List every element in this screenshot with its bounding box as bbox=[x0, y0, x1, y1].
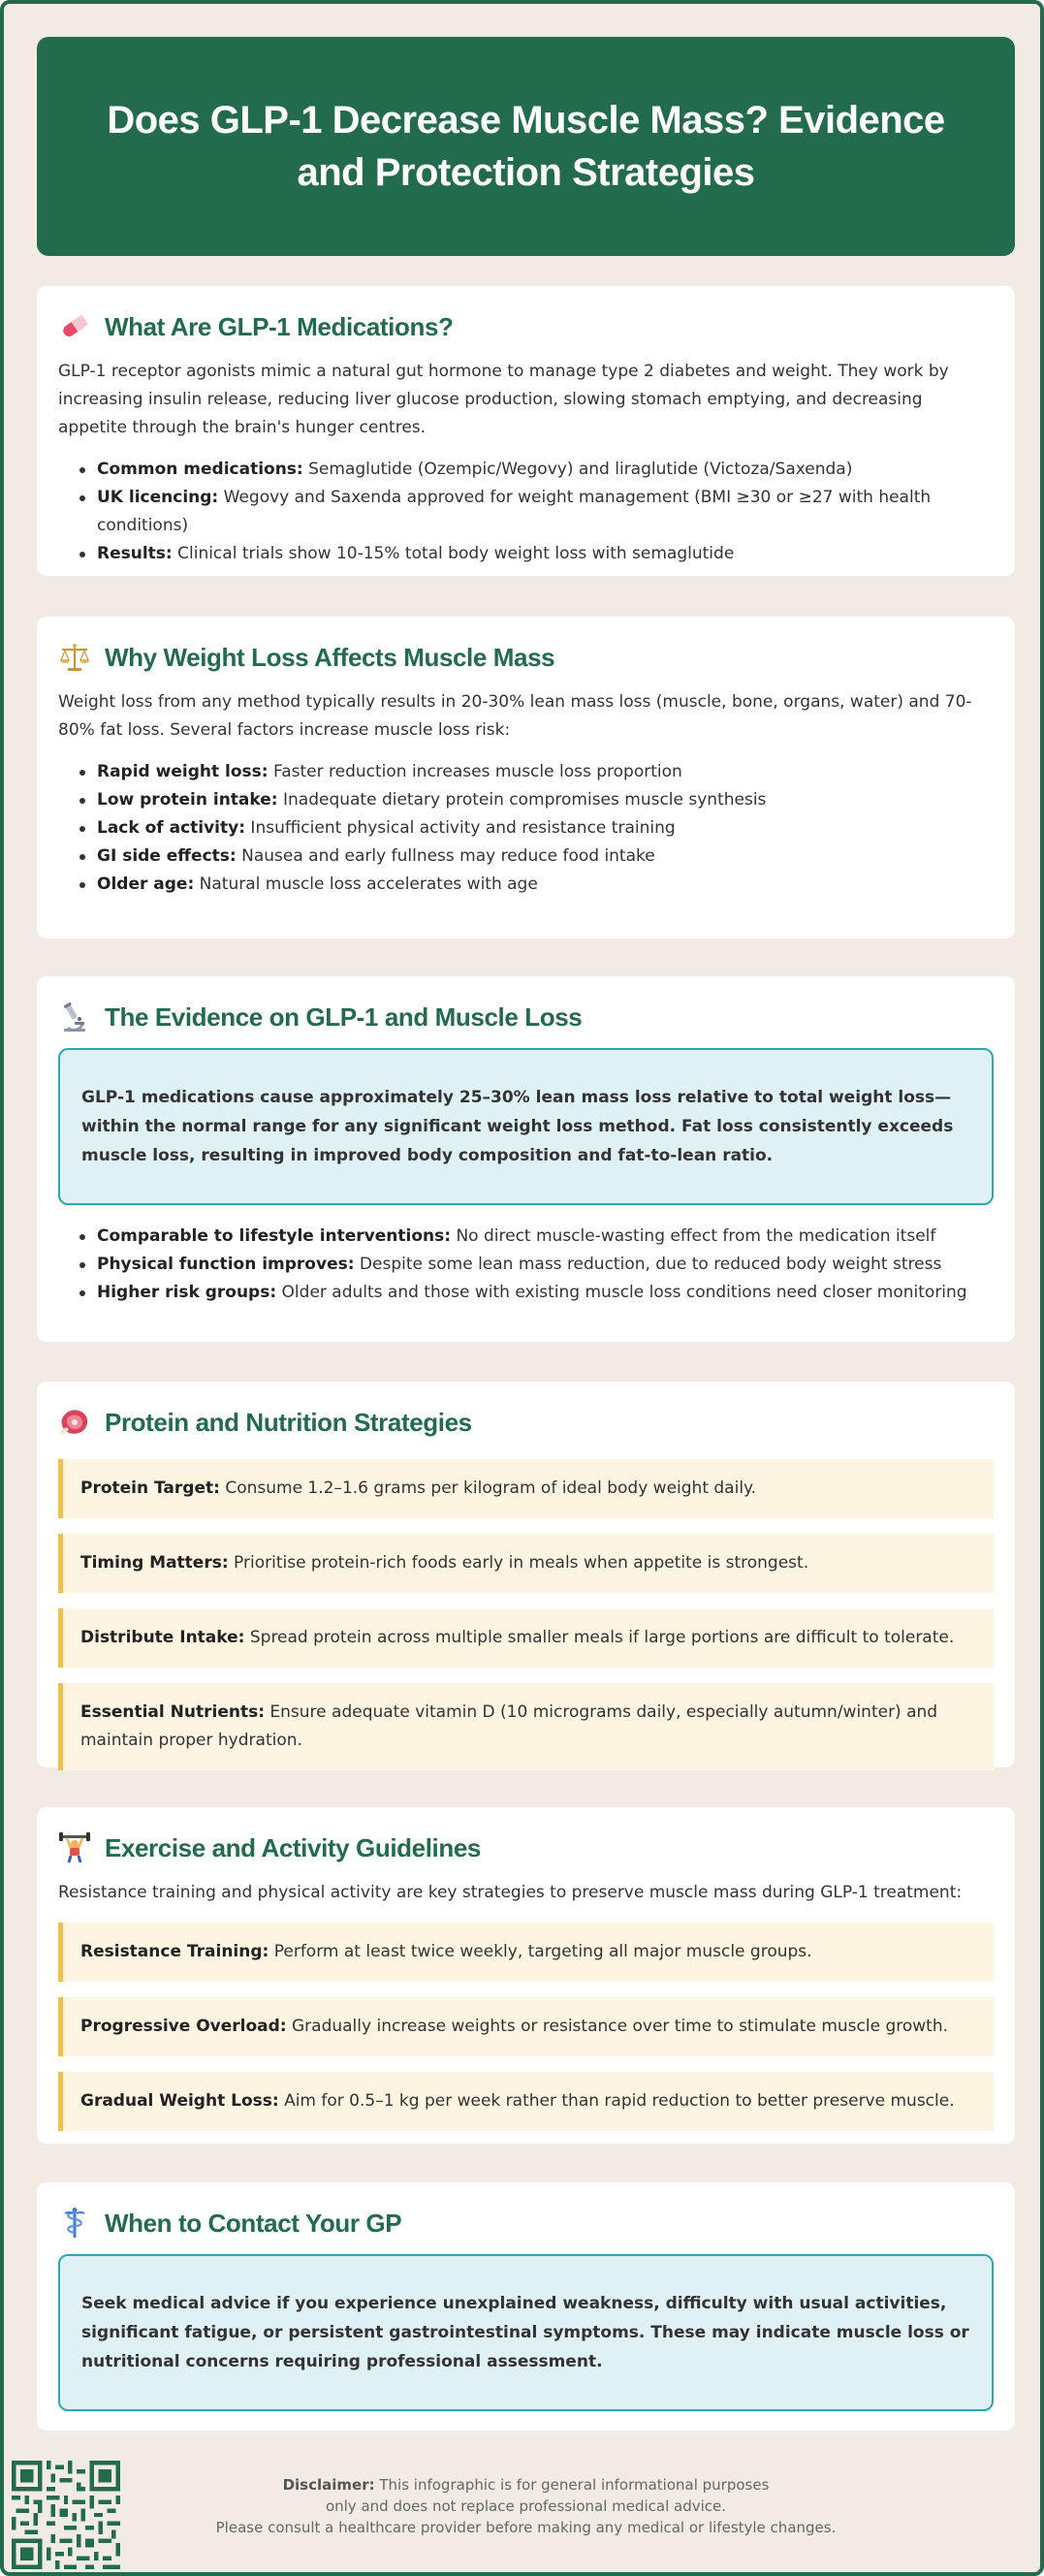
list-item: Low protein intake: Inadequate dietary protein compromises muscle synthesis bbox=[79, 786, 994, 814]
section-header bbox=[58, 636, 994, 679]
page-title: Does GLP-1 Decrease Muscle Mass? Evidence and Protection Strategies bbox=[107, 99, 945, 194]
gp-callout: Seek medical advice if you experience unexplained weakness, difficulty with usual activities, significant fatigue, or persistent gastrointestinal symptoms. These may indicate muscle loss or nutritional concerns requiring professional assessment. bbox=[58, 2254, 994, 2411]
list-item: Lack of activity: Insufficient physical activity and resistance training bbox=[79, 814, 994, 843]
section-header bbox=[58, 305, 994, 348]
balance-scale-icon bbox=[58, 641, 91, 674]
header-banner bbox=[37, 37, 1015, 256]
list-item: Older age: Natural muscle loss accelerates with age bbox=[79, 871, 994, 899]
list-item: Results: Clinical trials show 10-15% total body weight loss with semaglutide bbox=[79, 540, 994, 568]
section-header bbox=[58, 996, 994, 1038]
list-item: Higher risk groups: Older adults and those with existing muscle loss conditions need closer monitoring bbox=[79, 1279, 994, 1307]
meat-icon bbox=[58, 1406, 91, 1439]
section-header bbox=[58, 1401, 994, 1444]
section-title: The Evidence on GLP-1 and Muscle Loss bbox=[105, 1002, 583, 1032]
tip-box: Protein Target: Consume 1.2–1.6 grams per kilogram of ideal body weight daily. bbox=[58, 1459, 994, 1518]
section-header bbox=[58, 1827, 994, 1869]
evidence-callout: GLP-1 medications cause approximately 25–30% lean mass loss relative to total weight loss—within the normal range for any significant weight loss method. Fat loss consistently exceeds muscle loss, resulting in improved body composition and fat-to-lean ratio. bbox=[58, 1048, 994, 1205]
section-contact-gp bbox=[37, 2182, 1015, 2431]
section-intro: GLP-1 receptor agonists mimic a natural gut hormone to manage type 2 diabetes and weight. They work by increasing insulin release, reducing liver glucose production, slowing stomach emptying, and decreasing appetite through the brain's hunger centres. bbox=[58, 362, 949, 437]
tip-box: Distribute Intake: Spread protein across multiple smaller meals if large portions are difficult to tolerate. bbox=[58, 1608, 994, 1668]
section-exercise bbox=[37, 1807, 1015, 2144]
weightlifter-icon bbox=[58, 1831, 91, 1864]
section-evidence bbox=[37, 976, 1015, 1342]
section-title: Exercise and Activity Guidelines bbox=[105, 1832, 481, 1862]
section-why-weight-loss bbox=[37, 617, 1015, 938]
bullet-list bbox=[58, 758, 994, 899]
list-item: Comparable to lifestyle interventions: No direct muscle-wasting effect from the medication itself bbox=[79, 1223, 994, 1251]
pill-icon bbox=[58, 310, 91, 343]
list-item: UK licencing: Wegovy and Saxenda approved for weight management (BMI ≥30 or ≥27 with health conditions) bbox=[79, 484, 994, 540]
section-intro: Resistance training and physical activity are key strategies to preserve muscle mass during GLP-1 treatment: bbox=[58, 1883, 963, 1902]
tip-box: Gradual Weight Loss: Aim for 0.5–1 kg per week rather than rapid reduction to better preserve muscle. bbox=[58, 2072, 994, 2131]
section-title: When to Contact Your GP bbox=[105, 2208, 402, 2238]
medical-caduceus-icon bbox=[58, 2207, 91, 2240]
list-item: Rapid weight loss: Faster reduction increases muscle loss proportion bbox=[79, 758, 994, 786]
section-what-are-glp1 bbox=[37, 286, 1015, 576]
section-title: Protein and Nutrition Strategies bbox=[105, 1407, 472, 1437]
tip-box: Essential Nutrients: Ensure adequate vitamin D (10 micrograms daily, especially autumn/winter) and maintain proper hydration. bbox=[58, 1683, 994, 1770]
section-protein-nutrition bbox=[37, 1382, 1015, 1767]
bullet-list bbox=[58, 1223, 994, 1307]
bullet-list bbox=[58, 456, 994, 568]
tip-box: Progressive Overload: Gradually increase weights or resistance over time to stimulate muscle growth. bbox=[58, 1997, 994, 2056]
microscope-icon bbox=[58, 1001, 91, 1034]
list-item: Common medications: Semaglutide (Ozempic/Wegovy) and liraglutide (Victoza/Saxenda) bbox=[79, 456, 994, 484]
tip-box: Timing Matters: Prioritise protein-rich foods early in meals when appetite is strongest. bbox=[58, 1534, 994, 1593]
section-header bbox=[58, 2202, 994, 2244]
disclaimer: Disclaimer: This infographic is for general informational purposes only and does not replace professional medical advice. Please consult a healthcare provider before making any medical or lifestyle changes. bbox=[215, 2476, 837, 2536]
section-title: Why Weight Loss Affects Muscle Mass bbox=[105, 642, 555, 672]
list-item: GI side effects: Nausea and early fullness may reduce food intake bbox=[79, 843, 994, 871]
section-intro: Weight loss from any method typically results in 20-30% lean mass loss (muscle, bone, organs, water) and 70-80% fat loss. Several factors increase muscle loss risk: bbox=[58, 692, 972, 740]
list-item: Physical function improves: Despite some lean mass reduction, due to reduced body weight stress bbox=[79, 1251, 994, 1279]
section-title: What Are GLP-1 Medications? bbox=[105, 311, 454, 341]
tip-box: Resistance Training: Perform at least twice weekly, targeting all major muscle groups. bbox=[58, 1923, 994, 1982]
footer bbox=[4, 2457, 1044, 2563]
